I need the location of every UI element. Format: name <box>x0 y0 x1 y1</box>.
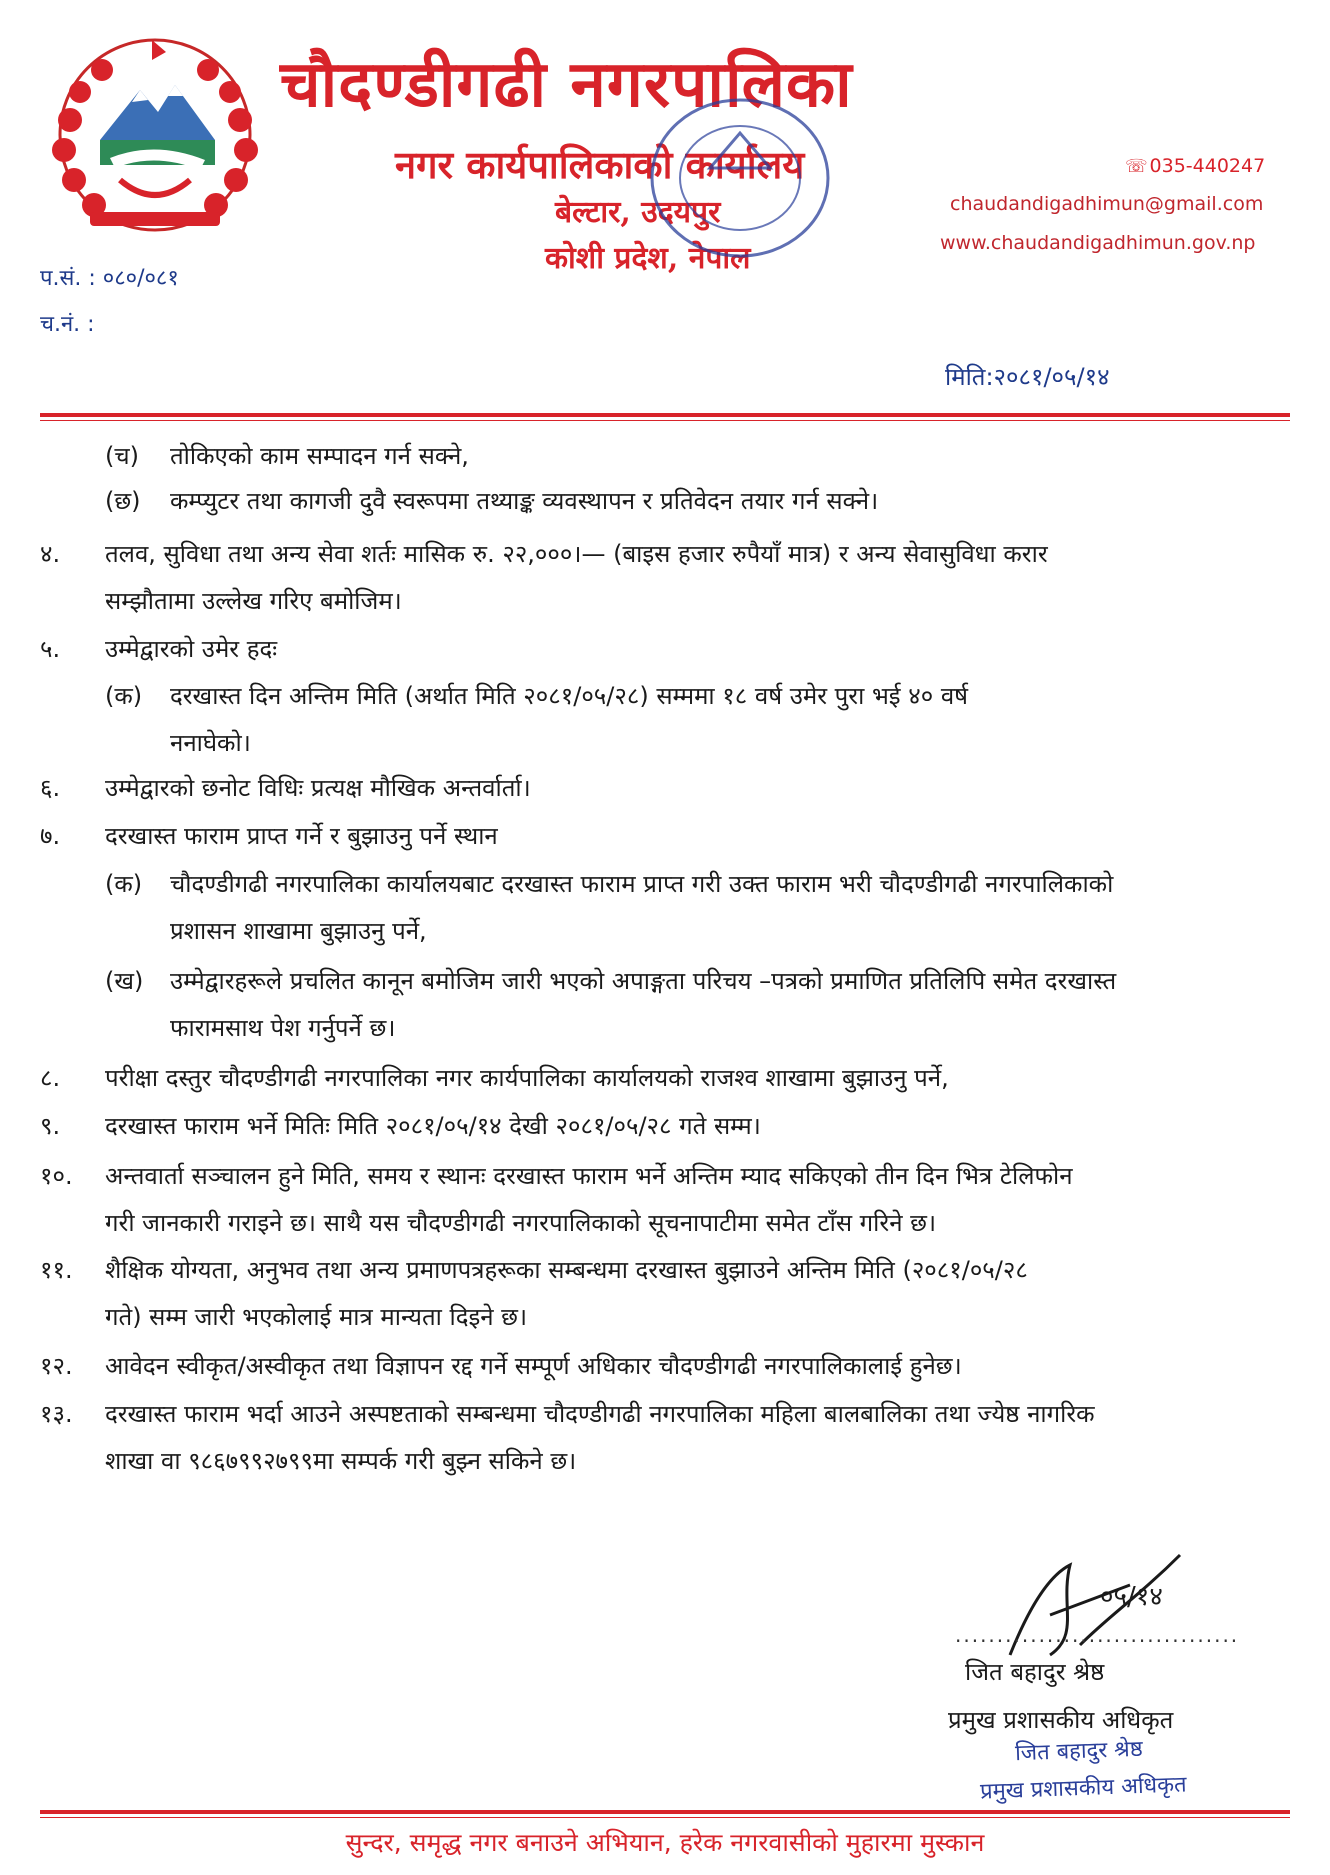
signatory-name: जित बहादुर श्रेष्ठ <box>965 1658 1105 1686</box>
item-text-line: तलव, सुविधा तथा अन्य सेवा शर्तः मासिक रु. २२,०००।— (बाइस हजार रुपैयाँ मात्र) र अन्य सेवासुविधा करार <box>105 540 1048 568</box>
item-text-line: आवेदन स्वीकृत/अस्वीकृत तथा विज्ञापन रद्द गर्ने सम्पूर्ण अधिकार चौदण्डीगढी नगरपालिकालाई हुनेछ। <box>105 1352 962 1380</box>
website-url: www.chaudandigadhimun.gov.np <box>940 232 1256 254</box>
dispatch-number: च.नं. : <box>40 312 95 337</box>
office-subtitle: नगर कार्यपालिकाको कार्यालय <box>395 142 805 187</box>
handwritten-signature <box>990 1545 1190 1665</box>
item-text-line: सम्झौतामा उल्लेख गरिए बमोजिम। <box>105 587 402 615</box>
letter-date: मिति:२०८१/०५/१४ <box>945 363 1110 391</box>
footer-divider-thin <box>40 1817 1290 1818</box>
item-text-line: दरखास्त फाराम भर्ने मितिः मिति २०८१/०५/१४ देखी २०८१/०५/२८ गते सम्म। <box>105 1112 761 1140</box>
phone-icon: ☏ <box>1125 156 1148 177</box>
item-text-line: फारामसाथ पेश गर्नुपर्ने छ। <box>170 1014 396 1042</box>
item-text-line: दरखास्त फाराम भर्दा आउने अस्पष्टताको सम्बन्धमा चौदण्डीगढी नगरपालिका महिला बालबालिका तथा ज्येष्ठ नागरिक <box>105 1400 1095 1428</box>
item-text-line: उम्मेद्वारहरूले प्रचलित कानून बमोजिम जारी भएको अपाङ्गता परिचय –पत्रको प्रमाणित प्रतिलिपि समेत दरखास्त <box>170 967 1117 995</box>
item-number: ५. <box>40 635 61 663</box>
item-text-line: अन्तवार्ता सञ्चालन हुने मिति, समय र स्थानः दरखास्त फाराम भर्ने अन्तिम म्याद सकिएको तीन दिन भित्र टेलिफोन <box>105 1162 1073 1190</box>
item-text-line: उम्मेद्वारको छनोट विधिः प्रत्यक्ष मौखिक अन्तर्वार्ता। <box>105 774 531 802</box>
item-text-line: कम्प्युटर तथा कागजी दुवै स्वरूपमा तथ्याङ्क व्यवस्थापन र प्रतिवेदन तयार गर्न सक्ने। <box>170 487 879 515</box>
email-address: chaudandigadhimun@gmail.com <box>950 193 1264 215</box>
footer-slogan: सुन्दर, समृद्ध नगर बनाउने अभियान, हरेक नगरवासीको मुहारमा मुस्कान <box>345 1828 985 1857</box>
reference-number: प.सं. : ०८०/०८१ <box>40 266 179 291</box>
item-text-line: परीक्षा दस्तुर चौदण्डीगढी नगरपालिका नगर कार्यपालिका कार्यालयको राजश्व शाखामा बुझाउनु पर्ने, <box>105 1064 949 1092</box>
item-text-line: गते) सम्म जारी भएकोलाई मात्र मान्यता दिइने छ। <box>105 1303 528 1331</box>
item-text-line: शैक्षिक योग्यता, अनुभव तथा अन्य प्रमाणपत्रहरूका सम्बन्धमा दरखास्त बुझाउने अन्तिम मिति (२०८१/०५/२८ <box>105 1256 1028 1284</box>
handwritten-date: ०५/१४ <box>1100 1582 1163 1612</box>
header-divider <box>40 413 1290 417</box>
item-text-line: उम्मेद्वारको उमेर हदः <box>105 635 278 663</box>
signature-line: .................................. <box>955 1623 1240 1647</box>
footer-divider <box>40 1810 1290 1814</box>
item-number: (क) <box>105 870 143 898</box>
item-number: (च) <box>105 442 139 470</box>
item-number: (ख) <box>105 967 144 995</box>
header-divider-thin <box>40 420 1290 421</box>
seal-title: प्रमुख प्रशासकीय अधिकृत <box>979 1772 1187 1805</box>
item-text-line: दरखास्त फाराम प्राप्त गर्ने र बुझाउनु पर्ने स्थान <box>105 822 498 850</box>
item-text-line: तोकिएको काम सम्पादन गर्न सक्ने, <box>170 442 469 470</box>
item-number: १२. <box>40 1352 73 1380</box>
item-number: (छ) <box>105 487 141 515</box>
item-number: ७. <box>40 822 61 850</box>
signatory-title: प्रमुख प्रशासकीय अधिकृत <box>948 1706 1174 1734</box>
phone-number <box>1125 155 1265 177</box>
item-text-line: प्रशासन शाखामा बुझाउनु पर्ने, <box>170 917 427 945</box>
item-text-line: चौदण्डीगढी नगरपालिका कार्यालयबाट दरखास्त फाराम प्राप्त गरी उक्त फाराम भरी चौदण्डीगढी नगरपालिकाको <box>170 870 1114 898</box>
item-text-line: शाखा वा ९८६७९९२७९९मा सम्पर्क गरी बुझ्न सकिने छ। <box>105 1447 577 1475</box>
item-number: १३. <box>40 1400 73 1428</box>
item-number: (क) <box>105 682 143 710</box>
item-number: ९. <box>40 1112 61 1140</box>
office-name: चौदण्डीगढी नगरपालिका <box>280 47 853 122</box>
seal-name: जित बहादुर श्रेष्ठ <box>1014 1736 1144 1767</box>
item-text-line: दरखास्त दिन अन्तिम मिति (अर्थात मिति २०८१/०५/२८) सम्ममा १८ वर्ष उमेर पुरा भई ४० वर्ष <box>170 682 969 710</box>
item-text-line: ननाघेको। <box>170 729 251 757</box>
item-text-line: गरी जानकारी गराइने छ। साथै यस चौदण्डीगढी नगरपालिकाको सूचनापाटीमा समेत टाँस गरिने छ। <box>105 1209 937 1237</box>
item-number: ११. <box>40 1256 73 1284</box>
office-address-line2: कोशी प्रदेश, नेपाल <box>545 241 751 276</box>
office-address-line1: बेल्टार, उदयपुर <box>555 195 721 230</box>
item-number: ६. <box>40 774 61 802</box>
office-seal-icon <box>640 88 840 268</box>
nepal-emblem-icon <box>40 30 270 240</box>
item-number: ४. <box>40 540 61 568</box>
item-number: १०. <box>40 1162 73 1190</box>
item-number: ८. <box>40 1064 61 1092</box>
phone-text: 035-440247 <box>1149 155 1266 177</box>
